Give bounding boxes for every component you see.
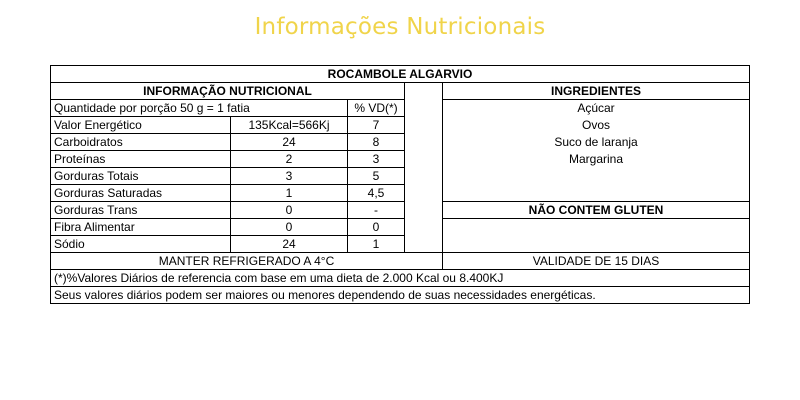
gap-cell (405, 202, 443, 219)
ingredients-header: INGREDIENTES (443, 83, 750, 100)
nutrient-name: Gorduras Saturadas (51, 185, 231, 202)
validity-notice: VALIDADE DE 15 DIAS (443, 253, 750, 270)
nutrient-amount: 0 (231, 202, 348, 219)
table-row (51, 117, 750, 134)
nutrient-vd: 4,5 (348, 185, 405, 202)
nutrient-name: Gorduras Totais (51, 168, 231, 185)
product-name: ROCAMBOLE ALGARVIO (51, 66, 750, 83)
table-row (51, 134, 750, 151)
gap-cell (405, 83, 443, 100)
nutrient-vd: 5 (348, 168, 405, 185)
serving-row (51, 100, 750, 117)
nutrient-vd: 1 (348, 236, 405, 253)
table-row (51, 168, 750, 185)
gap-cell (405, 185, 443, 202)
storage-instruction: MANTER REFRIGERADO A 4°C (51, 253, 443, 270)
product-row (51, 66, 750, 83)
nutrient-name: Proteínas (51, 151, 231, 168)
gluten-notice: NÃO CONTEM GLUTEN (443, 202, 750, 219)
nutrient-vd: 8 (348, 134, 405, 151)
nutrient-vd: 0 (348, 219, 405, 236)
nutrient-vd: - (348, 202, 405, 219)
nutrient-name: Gorduras Trans (51, 202, 231, 219)
nutrient-name: Valor Energético (51, 117, 231, 134)
page-title: Informações Nutricionais (254, 14, 546, 40)
table-row (51, 236, 750, 253)
nutrient-name: Sódio (51, 236, 231, 253)
gap-cell (405, 117, 443, 134)
ingredient-blank (443, 168, 750, 185)
serving-size: Quantidade por porção 50 g = 1 fatia (51, 100, 348, 117)
table-row (51, 219, 750, 236)
gap-cell (405, 134, 443, 151)
vd-header: % VD(*) (348, 100, 405, 117)
nutrient-amount: 24 (231, 134, 348, 151)
nutrient-amount: 2 (231, 151, 348, 168)
nutrient-amount: 1 (231, 185, 348, 202)
ingredient-item: Ovos (443, 117, 750, 134)
ingredient-item: Margarina (443, 151, 750, 168)
ingredient-blank (443, 185, 750, 202)
nutrient-amount: 0 (231, 219, 348, 236)
table-row (51, 151, 750, 168)
nutrient-amount: 24 (231, 236, 348, 253)
gap-cell (405, 219, 443, 236)
gap-cell (405, 100, 443, 117)
storage-row (51, 253, 750, 270)
vd-footnote: (*)%Valores Diários de referencia com base em uma dieta de 2.000 Kcal ou 8.400KJ (51, 270, 750, 287)
gap-cell (405, 151, 443, 168)
nutrient-vd: 7 (348, 117, 405, 134)
nutrient-name: Fibra Alimentar (51, 219, 231, 236)
nutrient-name: Carboidratos (51, 134, 231, 151)
blank-cell (443, 236, 750, 253)
footnote-row (51, 270, 750, 287)
table-row (51, 185, 750, 202)
nutrient-amount: 3 (231, 168, 348, 185)
daily-values-footnote: Seus valores diários podem ser maiores ou menores dependendo de suas necessidades energéticas. (51, 287, 750, 304)
blank-cell (443, 219, 750, 236)
section-header-row (51, 83, 750, 100)
gap-cell (405, 168, 443, 185)
ingredient-item: Suco de laranja (443, 134, 750, 151)
nutrition-table (50, 65, 750, 304)
table-row (51, 202, 750, 219)
gap-cell (405, 236, 443, 253)
footnote-row (51, 287, 750, 304)
ingredient-item: Açúcar (443, 100, 750, 117)
nutrition-header: INFORMAÇÃO NUTRICIONAL (51, 83, 405, 100)
nutrient-amount: 135Kcal=566Kj (231, 117, 348, 134)
nutrient-vd: 3 (348, 151, 405, 168)
